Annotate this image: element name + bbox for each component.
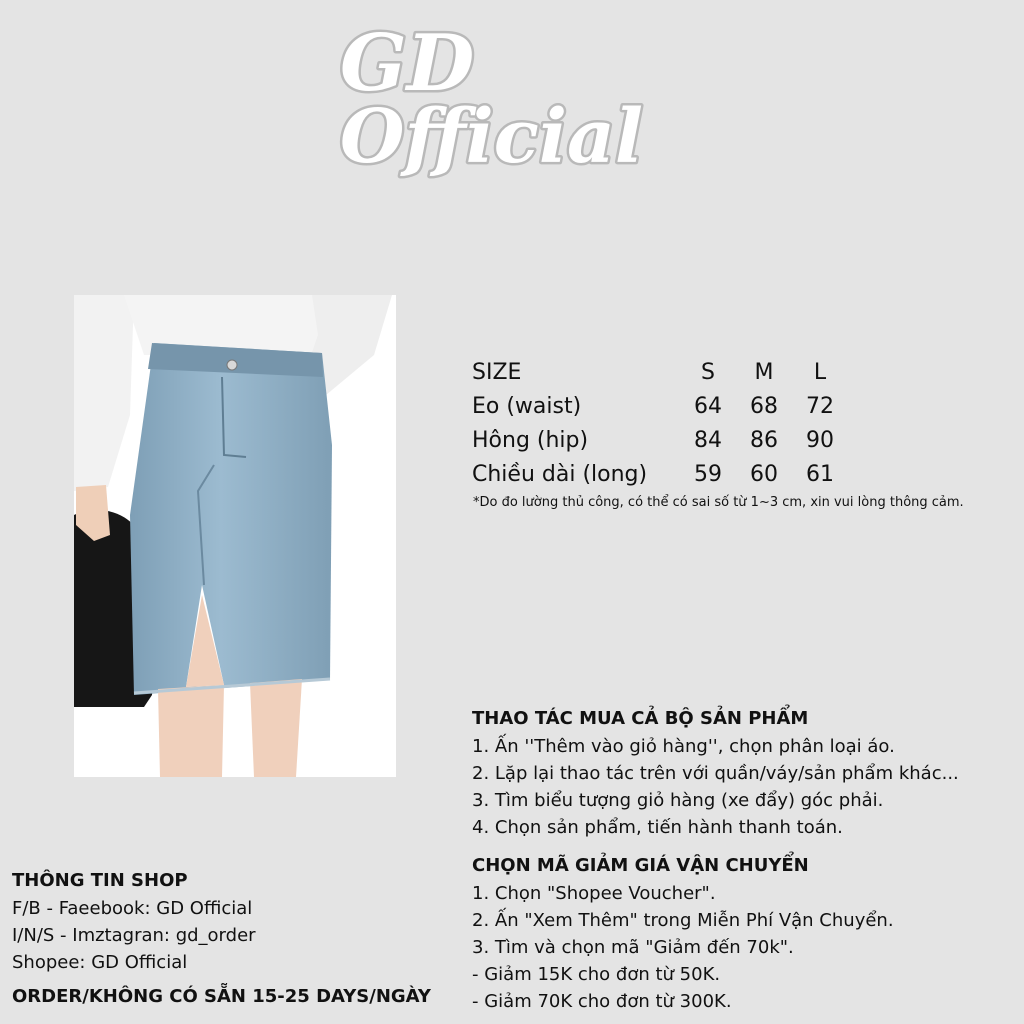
size-row-label: Chiều dài (long) (472, 462, 648, 487)
list-item: 3. Tìm biểu tượng giỏ hàng (xe đẩy) góc phải. (472, 790, 884, 811)
list-item: 2. Ấn "Xem Thêm" trong Miễn Phí Vận Chuyển. (472, 910, 894, 931)
size-value: 84 (694, 428, 722, 453)
list-item: - Giảm 15K cho đơn từ 50K. (472, 964, 721, 985)
size-chart-header (472, 356, 848, 390)
list-item: 4. Chọn sản phẩm, tiến hành thanh toán. (472, 817, 843, 838)
shop-facebook: F/B - Faeebook: GD Official (12, 898, 253, 919)
size-header-m: M (754, 360, 774, 385)
left-leg (158, 685, 224, 777)
size-header-l: L (813, 360, 827, 385)
size-header-s: S (701, 360, 715, 385)
shipping-voucher-title: CHỌN MÃ GIẢM GIÁ VẬN CHUYỂN (472, 855, 809, 876)
size-value: 90 (806, 428, 834, 453)
order-notice: ORDER/KHÔNG CÓ SẴN 15-25 DAYS/NGÀY (12, 986, 431, 1007)
size-value: 68 (750, 394, 778, 419)
size-disclaimer: *Do đo lường thủ công, có thể có sai số từ 1~3 cm, xin vui lòng thông cảm. (473, 495, 964, 510)
size-value: 60 (750, 462, 778, 487)
shop-shopee: Shopee: GD Official (12, 952, 188, 973)
list-item: 2. Lặp lại thao tác trên với quần/váy/sản phẩm khác... (472, 763, 959, 784)
shop-info-title: THÔNG TIN SHOP (12, 870, 188, 891)
size-value: 86 (750, 428, 778, 453)
right-leg (250, 679, 302, 777)
list-item: 1. Ấn ''Thêm vào giỏ hàng'', chọn phân loại áo. (472, 736, 895, 757)
size-row-label: Eo (waist) (472, 394, 582, 419)
size-value: 59 (694, 462, 722, 487)
size-value: 72 (806, 394, 834, 419)
brand-logo (338, 14, 678, 184)
list-item: 1. Chọn "Shopee Voucher". (472, 883, 716, 904)
logo-text-official: Official (340, 94, 644, 180)
size-chart (472, 356, 848, 492)
shipping-voucher-steps (472, 851, 894, 1015)
size-header-label: SIZE (472, 360, 522, 385)
purchase-steps-title: THAO TÁC MUA CẢ BỘ SẢN PHẨM (472, 708, 809, 729)
size-value: 64 (694, 394, 722, 419)
size-value: 61 (806, 462, 834, 487)
denim-skirt-photo (74, 295, 396, 777)
shop-instagram: I/N/S - Imztagran: gd_order (12, 925, 256, 946)
size-row-hip (472, 424, 848, 458)
denim-skirt (130, 343, 332, 695)
skirt-button (227, 360, 237, 370)
list-item: - Giảm 70K cho đơn từ 300K. (472, 991, 732, 1012)
shop-info (12, 866, 256, 976)
logo-text-gd: GD (340, 18, 475, 109)
size-row-waist (472, 390, 848, 424)
size-row-length (472, 458, 848, 492)
purchase-steps (472, 704, 959, 841)
list-item: 3. Tìm và chọn mã "Giảm đến 70k". (472, 937, 794, 958)
size-row-label: Hông (hip) (472, 428, 589, 453)
